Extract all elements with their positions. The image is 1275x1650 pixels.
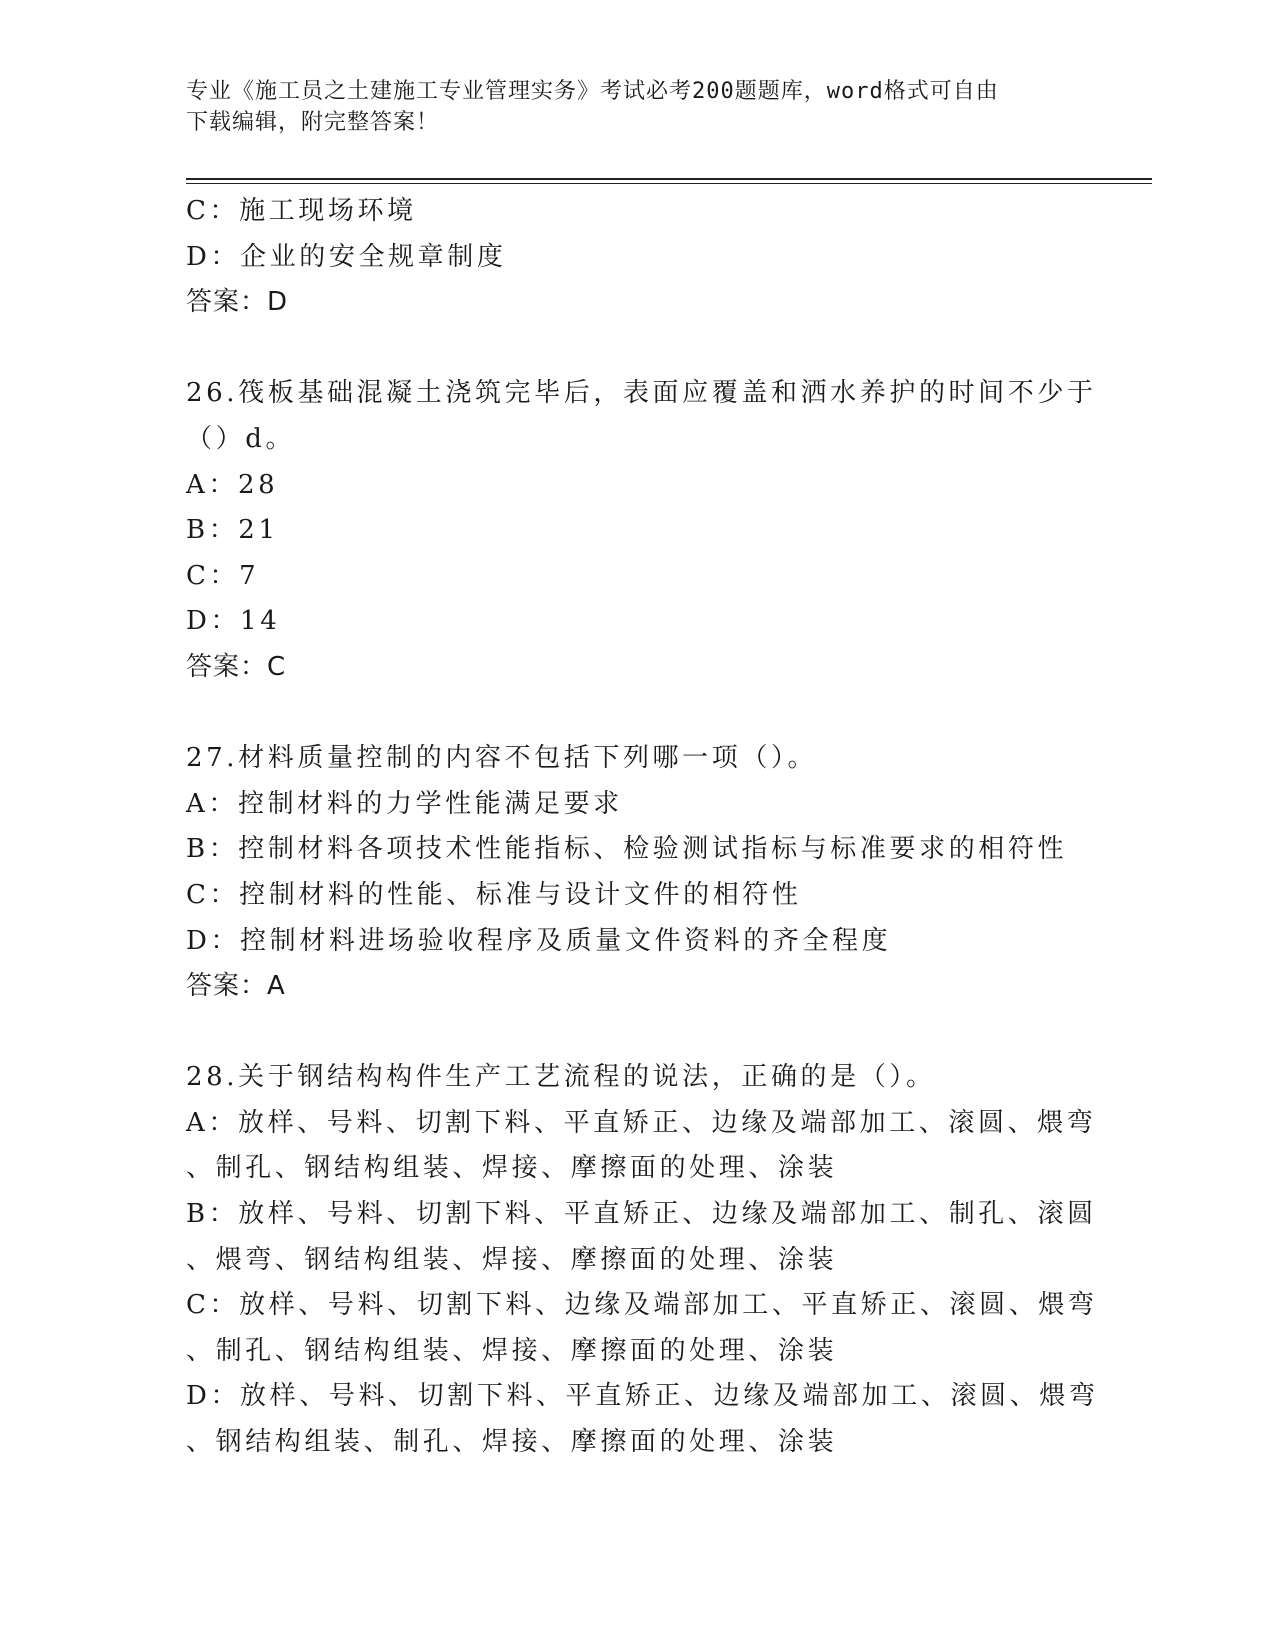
option-b: B：21 [186,515,279,546]
question-25-tail [186,189,1086,326]
option-c: C：施工现场环境 [186,196,417,226]
option-a: A：28 [186,469,279,500]
question-stem: 27.材料质量控制的内容不包括下列哪一项（）。 [186,743,818,774]
question-28 [186,1055,1099,1465]
question-27 [186,736,1086,1010]
spacer [186,1010,1086,1056]
question-stem: 26.筏板基础混凝土浇筑完毕后，表面应覆盖和洒水养护的时间不少于 [186,378,1097,409]
spacer [186,326,1086,372]
option-a: A：控制材料的力学性能满足要求 [186,788,623,819]
option-d-continued: 、钢结构组装、制孔、焊接、摩擦面的处理、涂装 [186,1427,838,1458]
option-b-continued: 、煨弯、钢结构组装、焊接、摩擦面的处理、涂装 [186,1244,838,1275]
question-stem: 28.关于钢结构构件生产工艺流程的说法，正确的是（）。 [186,1062,936,1093]
header-line-1: 专业《施工员之土建施工专业管理实务》考试必考200题题库，word格式可自由 [186,79,999,104]
option-c: C：放样、号料、切割下料、边缘及端部加工、平直矫正、滚圆、煨弯 [186,1290,1098,1321]
header-divider-thin [186,183,1152,184]
option-b: B：控制材料各项技术性能指标、检验测试指标与标准要求的相符性 [186,834,1068,865]
answer-line: 答案：D [186,287,289,318]
question-stem-continued: （）d。 [186,423,296,454]
option-c: C：控制材料的性能、标准与设计文件的相符性 [186,879,802,910]
header-divider-thick [186,178,1152,180]
answer-line: 答案：A [186,971,286,1002]
option-a: A：放样、号料、切割下料、平直矫正、边缘及端部加工、滚圆、煨弯 [186,1107,1097,1138]
option-d: D：放样、号料、切割下料、平直矫正、边缘及端部加工、滚圆、煨弯 [186,1381,1099,1412]
option-c-continued: 、制孔、钢结构组装、焊接、摩擦面的处理、涂装 [186,1335,838,1366]
spacer [186,691,1086,737]
header-line-2: 下载编辑，附完整答案！ [186,110,440,135]
option-d: D：控制材料进场验收程序及质量文件资料的齐全程度 [186,925,892,956]
option-d: D：14 [186,606,281,637]
question-list [186,189,1099,1466]
option-c: C：7 [186,560,260,591]
option-a-continued: 、制孔、钢结构组装、焊接、摩擦面的处理、涂装 [186,1153,838,1184]
question-26 [186,371,1097,690]
option-d: D：企业的安全规章制度 [186,241,507,272]
option-b: B：放样、号料、切割下料、平直矫正、边缘及端部加工、制孔、滚圆 [186,1199,1097,1230]
document-header [186,76,1066,138]
answer-line: 答案：C [186,651,287,682]
